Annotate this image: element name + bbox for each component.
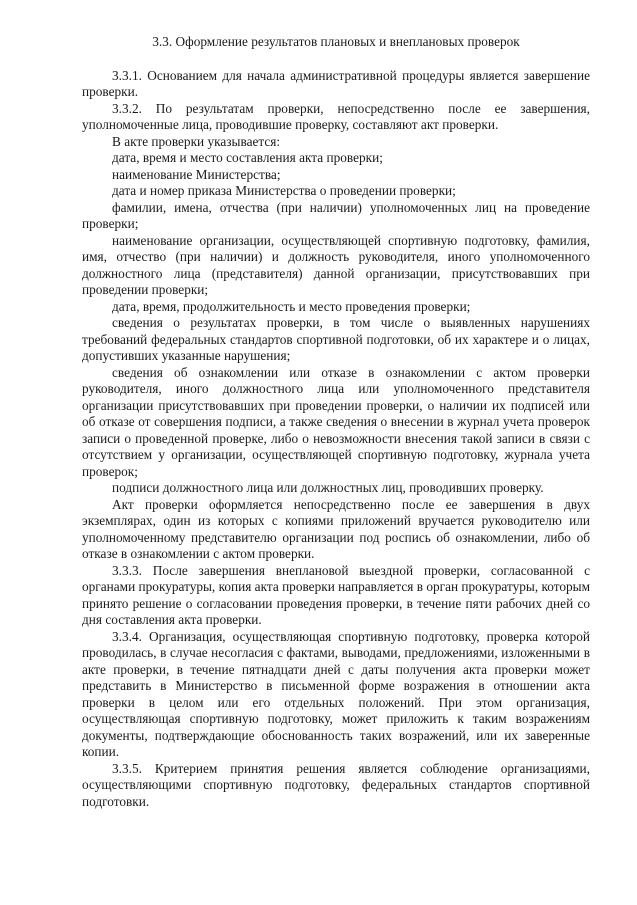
act-item-inspection-time: дата, время, продолжительность и место проведения проверки; [112, 298, 471, 314]
act-contents-intro: В акте проверки указывается: [112, 133, 281, 149]
act-item-results: сведения о результатах проверки, в том числе о выявленных нарушениях требований федеральных стандартов спортивной подготовки, об их характере и о лицах, допустивших указанные нарушения; [82, 315, 590, 363]
act-item-organization: наименование организации, осуществляющей спортивную подготовку, фамилия, имя, отчество (при наличии) и должность руководителя, иного уполномоченного должностного лица (представителя) данной организации, присутствовавших при проведении проверки; [82, 232, 590, 297]
paragraph-3-3-2: 3.3.2. По результатам проверки, непосредственно после ее завершения, уполномоченные лица, проводившие проверку, составляют акт проверки. [82, 100, 590, 132]
section-title: 3.3. Оформление результатов плановых и внеплановых проверок [152, 34, 520, 49]
act-item-order: дата и номер приказа Министерства о проведении проверки; [112, 183, 456, 198]
paragraph-3-3-5: 3.3.5. Критерием принятия решения является соблюдение организациями, осуществляющими спортивную подготовку, федеральных стандартов спортивной подготовки. [82, 760, 590, 809]
act-item-date-place: дата, время и место составления акта проверки; [112, 150, 383, 165]
act-item-inspectors: фамилии, имена, отчества (при наличии) уполномоченных лиц на проведение проверки; [82, 199, 590, 231]
act-item-acquaintance: сведения об ознакомлении или отказе в ознакомлении с актом проверки руководителя, иного должностного лица или уполномоченного представителя организации присутствовавших при проведении проверки, о наличии их подписей или об отказе от совершения подписи, а также сведения о внесении в журнал учета проверок записи о проведенной проверке, либо о невозможности внесения такой записи в связи с отсутствием у организации, осуществляющей спортивную подготовку, журнала учета проверок; [82, 364, 590, 479]
paragraph-3-3-4: 3.3.4. Организация, осуществляющая спортивную подготовку, проверка которой проводилась, в случае несогласия с фактами, выводами, предложениями, изложенными в акте проверки, в течение пятнадцати дней с даты получения акта проверки может представить в Министерство в письменной форме возражения в отношении акта проверки в целом или его отдельных положений. При этом организация, осуществляющая спортивную подготовку, может приложить к таким возражениям документы, подтверждающие обоснованность таких возражений, или их заверенные копии. [82, 628, 590, 759]
paragraph-3-3-1: 3.3.1. Основанием для начала административной процедуры является завершение проверки. [82, 67, 590, 99]
act-item-ministry-name: наименование Министерства; [112, 166, 281, 182]
act-item-signatures: подписи должностного лица или должностных лиц, проводивших проверку. [112, 480, 544, 495]
document-body [82, 34, 590, 810]
paragraph-3-3-3: 3.3.3. После завершения внеплановой выездной проверки, согласованной с органами прокуратуры, копия акта проверки направляется в орган прокуратуры, которым принято решение о согласовании проведения проверки, в течение пяти рабочих дней со дня составления акта проверки. [82, 562, 591, 627]
paragraph-act-execution: Акт проверки оформляется непосредственно после ее завершения в двух экземплярах, один из которых с копиями приложений вручается руководителю или уполномоченному представителю организации под роспись об ознакомлении, либо об отказе в ознакомлении с актом проверки. [82, 496, 590, 561]
